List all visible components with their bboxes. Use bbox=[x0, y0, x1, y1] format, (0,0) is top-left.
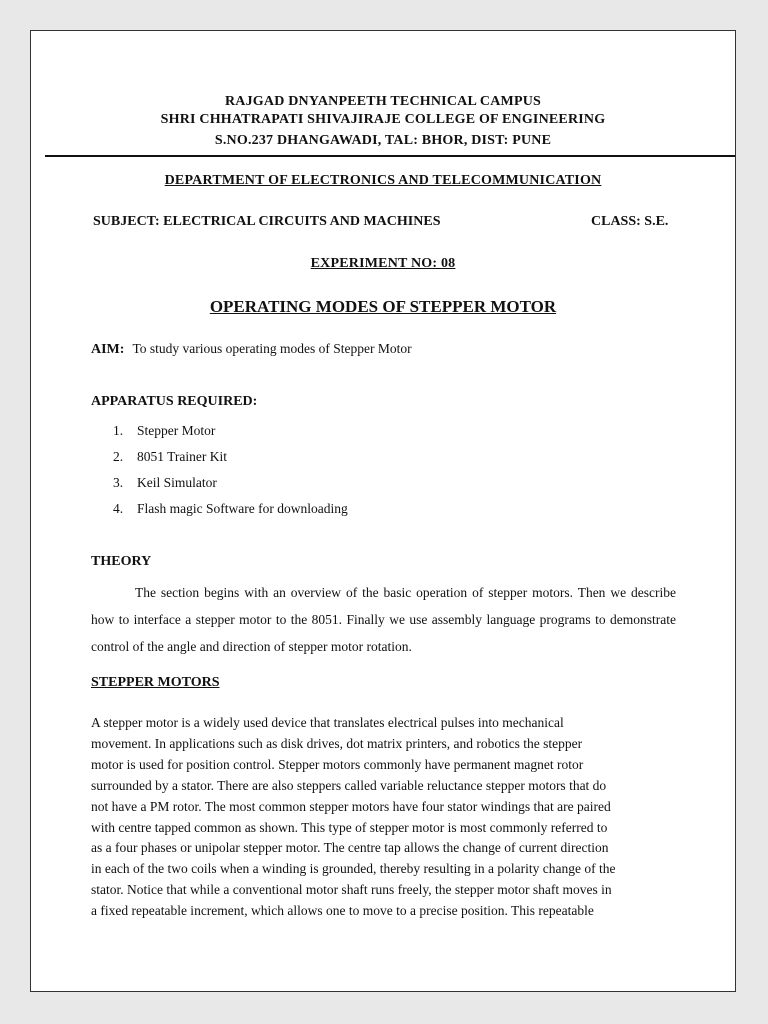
stepper-heading: STEPPER MOTORS bbox=[91, 675, 220, 690]
list-item: 2. 8051 Trainer Kit bbox=[113, 449, 228, 464]
document-page bbox=[30, 30, 736, 992]
class-label: CLASS: S.E. bbox=[591, 214, 669, 229]
experiment-title: OPERATING MODES OF STEPPER MOTOR bbox=[209, 297, 557, 316]
subject-label: SUBJECT: ELECTRICAL CIRCUITS AND MACHINES bbox=[93, 214, 441, 229]
experiment-number: EXPERIMENT NO: 08 bbox=[310, 256, 456, 271]
list-item: 1. Stepper Motor bbox=[113, 423, 216, 438]
campus-name: RAJGAD DNYANPEETH TECHNICAL CAMPUS bbox=[224, 94, 541, 109]
list-item: 4. Flash magic Software for downloading bbox=[113, 501, 348, 516]
department-name: DEPARTMENT OF ELECTRONICS AND TELECOMMUNICATION bbox=[164, 173, 602, 188]
apparatus-list bbox=[113, 421, 348, 525]
aim-text: To study various operating modes of Stepper Motor bbox=[132, 341, 412, 356]
header-divider bbox=[45, 155, 735, 157]
college-address: S.NO.237 DHANGAWADI, TAL: BHOR, DIST: PUNE bbox=[214, 133, 552, 148]
theory-heading: THEORY bbox=[91, 554, 152, 569]
college-name: SHRI CHHATRAPATI SHIVAJIRAJE COLLEGE OF ENGINEERING bbox=[160, 112, 606, 127]
aim-label: AIM: bbox=[91, 342, 125, 357]
list-item: 3. Keil Simulator bbox=[113, 475, 217, 490]
aim-row bbox=[91, 340, 412, 358]
theory-paragraph: The section begins with an overview of the basic operation of stepper motors. Then we describe how to interface a stepper motor to the 8051. Finally we use assembly language programs to demonstrate control of the angle and direction of stepper motor rotation. bbox=[91, 585, 676, 654]
apparatus-heading: APPARATUS REQUIRED: bbox=[91, 394, 258, 409]
stepper-paragraph: A stepper motor is a widely used device that translates electrical pulses into mechanical movement. In applications such as disk drives, dot matrix printers, and robotics the stepper motor is used for position control. Stepper motors commonly have permanent magnet rotor surrounded by a stator. There are also steppers called variable reluctance stepper motors that do not have a PM rotor. The most common stepper motors have four stator windings that are paired with centre tapped common as shown. This type of stepper motor is most commonly referred to as a four phases or unipolar stepper motor. The centre tap allows the change of current direction in each of the two coils when a winding is grounded, thereby resulting in a polarity change of the stator. Notice that while a conventional motor shaft runs freely, the stepper motor shaft moves in a fixed repeatable increment, which allows one to move to a precise position. This repeatable bbox=[91, 715, 616, 919]
